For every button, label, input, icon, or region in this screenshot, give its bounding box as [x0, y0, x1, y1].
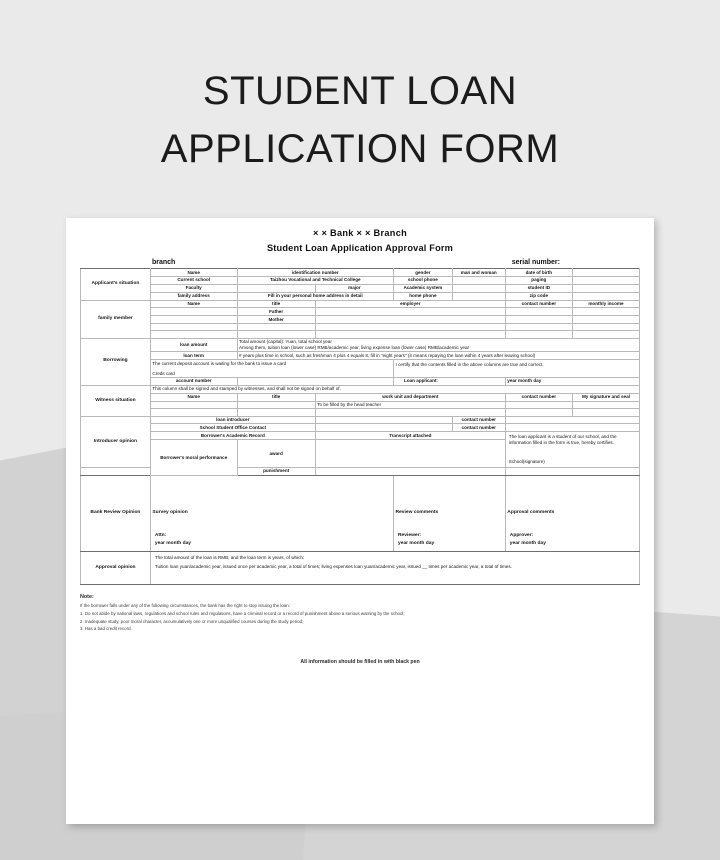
review-comments-footer: [398, 532, 434, 548]
applicant-faculty-value[interactable]: [237, 284, 315, 292]
applicant-studentid-label: student ID: [505, 284, 572, 292]
witness-row-1-signature[interactable]: [572, 409, 639, 416]
family-row-3-employer[interactable]: [315, 331, 505, 338]
section-label-family: family member: [81, 300, 151, 338]
section-label-witness: Witness situation: [81, 385, 151, 416]
table-row: [81, 338, 640, 352]
approver-date-label: year month day: [509, 540, 546, 546]
witness-row-0-contact[interactable]: [505, 401, 572, 409]
loan-amount-description: [237, 338, 639, 352]
survey-attn-label: Attn:: [154, 533, 167, 539]
applicant-address-value[interactable]: Fill in your personal home address in detail: [237, 292, 394, 300]
family-row-2-name[interactable]: [150, 324, 237, 331]
applicant-schoolphone-value[interactable]: [452, 276, 505, 284]
witness-title-header: title: [237, 393, 315, 401]
loan-amount-text-1: Total amount (capital): Yuan, total school year: [239, 339, 332, 344]
table-row: [81, 409, 640, 416]
witness-row-0-name[interactable]: [150, 401, 237, 409]
footer-instruction: All information should be filled in with black pen: [300, 659, 420, 666]
approval-opinion-cell: [150, 551, 639, 584]
loan-application-table: [80, 268, 640, 585]
applicant-name-label: Name: [150, 269, 237, 277]
form-title: Student Loan Application Approval Form: [266, 243, 454, 253]
table-row: [81, 324, 640, 331]
introducer-certify-spacer: [505, 467, 639, 475]
witness-row-1-workunit[interactable]: [315, 409, 505, 416]
approval-line-2: Tuition loan yuan/academic year, issued once per academic year, a total of times; living expenses loan yuan/academic year, issued __ times per academic year, a total of times.: [154, 563, 512, 569]
table-row: [81, 551, 640, 584]
survey-opinion-footer: [155, 532, 191, 548]
witness-name-header: Name: [150, 393, 237, 401]
table-row: [81, 360, 640, 378]
family-name-header: Name: [150, 300, 237, 308]
family-income-header: monthly income: [572, 300, 639, 308]
family-row-1-title: Mother: [237, 316, 315, 324]
table-row: [81, 284, 640, 292]
family-row-3-name[interactable]: [150, 331, 237, 338]
introducer-certify-text: The loan applicant is a student of our school, and the information filled in the form is true, hereby certifies.: [508, 434, 617, 446]
table-row: [81, 416, 640, 424]
table-row: [81, 292, 640, 300]
table-row: [81, 316, 640, 324]
certify-cell: [394, 360, 640, 378]
applicant-id-label: identification number: [237, 269, 394, 277]
family-row-2-contact[interactable]: [505, 324, 572, 331]
loan-amount-text-2: Among them, tuition loan (lower case) RMB/academic year, living expense loan (lower case) RMB/academic year: [239, 344, 470, 350]
table-row: [81, 432, 640, 440]
school-office-value[interactable]: [315, 424, 452, 432]
witness-row-0-signature[interactable]: [572, 401, 639, 409]
applicant-zipcode-label: zip code: [505, 292, 572, 300]
branch-label: branch: [152, 259, 176, 266]
family-row-0-title: Father: [237, 308, 315, 316]
table-row: [81, 308, 640, 316]
loan-introducer-contact-label: contact number: [452, 416, 505, 424]
account-number-label: account number: [150, 377, 237, 385]
transcript-attached-label: Transcript attached: [315, 432, 505, 440]
approval-line-1: The total amount of the loan is RMB, and the loan term is years, of which:: [154, 554, 305, 560]
page-title: [0, 62, 720, 178]
witness-notice-text: This column shall be signed and stamped by witnesses, and shall not be signed on behalf of.: [150, 385, 639, 393]
section-label-borrowing: Borrowing: [81, 338, 151, 385]
family-contact-header: contact number: [505, 300, 572, 308]
note-item-2: 2. Inadequate study, poor moral character, accumulatively one or more unqualified courses during the study period;: [80, 618, 304, 624]
credit-card-label: Credit card: [152, 370, 175, 376]
school-office-contact-value[interactable]: [505, 424, 639, 432]
loan-term-description: # years plus time in school, such as freshman 4 plus 4 equals 8, fill in "eight years" (it means repaying the loan within 4 years after leaving school): [237, 352, 639, 360]
applicant-zipcode-value[interactable]: [572, 292, 639, 300]
moral-performance-label: Borrower's moral performance: [150, 440, 237, 476]
family-row-3-income[interactable]: [572, 331, 639, 338]
witness-workunit-header: work unit and department: [315, 393, 505, 401]
witness-signature-header: My signature and seal: [572, 393, 639, 401]
witness-row-0-workunit[interactable]: To be filled by the head teacher: [315, 401, 505, 409]
borrower-certify-text: I certify that the contents filled in the above columns are true and correct.: [395, 362, 544, 368]
section-label-approval: Approval opinion: [81, 551, 151, 584]
approval-comments-label: Approval comments: [507, 510, 555, 516]
approval-comments-cell[interactable]: [505, 475, 639, 551]
loan-introducer-value[interactable]: [315, 416, 452, 424]
witness-contact-header: contact number: [505, 393, 572, 401]
form-meta-row: [80, 259, 640, 268]
applicant-homephone-value[interactable]: [452, 292, 505, 300]
family-row-0-name[interactable]: [150, 308, 237, 316]
section-label-introducer: Introducer opinion: [81, 416, 151, 467]
applicant-gender-value[interactable]: man and woman: [452, 269, 505, 277]
note-block: [80, 594, 640, 633]
loan-applicant-date-label: year month day: [505, 377, 639, 385]
applicant-dob-label: date of birth: [505, 269, 572, 277]
table-row: [81, 475, 640, 551]
table-row: [81, 300, 640, 308]
award-label: award: [237, 440, 315, 468]
applicant-paging-value[interactable]: [572, 276, 639, 284]
table-row: [81, 269, 640, 277]
applicant-address-label: family address: [150, 292, 237, 300]
applicant-school-value[interactable]: Taizhou Vocational and Technical College: [237, 276, 394, 284]
witness-row-1-title[interactable]: [237, 409, 315, 416]
note-title: Note:: [80, 593, 94, 600]
family-row-2-title[interactable]: [237, 324, 315, 331]
review-comments-cell[interactable]: [394, 475, 506, 551]
deposit-account-text: The current deposit account is waiting for the bank to issue a card: [152, 360, 287, 366]
family-row-0-contact[interactable]: [505, 308, 572, 316]
table-row: [81, 401, 640, 409]
survey-date-label: year month day: [154, 540, 192, 546]
award-value[interactable]: [315, 440, 505, 468]
school-office-contact-label: School Student Office Contact: [150, 424, 315, 432]
approval-comments-footer: [510, 532, 546, 548]
family-row-1-income[interactable]: [572, 316, 639, 324]
loan-introducer-label: loan introducer: [150, 416, 315, 424]
table-row: [81, 377, 640, 385]
punishment-label: punishment: [237, 467, 315, 475]
page-title-line-2: APPLICATION FORM: [160, 127, 560, 171]
bank-branch-line: × × Bank × × Branch: [312, 228, 408, 238]
family-row-1-contact[interactable]: [505, 316, 572, 324]
account-number-value[interactable]: [237, 377, 394, 385]
note-item-1: 1. Do not abide by national laws, regulations and school rules and regulations, have a criminal record or a record of punishment above a serious warning by the school;: [80, 611, 405, 617]
applicant-academicsystem-value[interactable]: [452, 284, 505, 292]
note-intro: If the borrower falls under any of the following circumstances, the bank has the right to stop issuing the loan:: [80, 603, 290, 609]
witness-row-0-title[interactable]: [237, 401, 315, 409]
table-row: [81, 352, 640, 360]
note-item-3: 3. Has a bad credit record.: [80, 626, 132, 632]
form-document-card: [66, 218, 654, 824]
applicant-homephone-label: home phone: [394, 292, 453, 300]
survey-opinion-cell[interactable]: [150, 475, 393, 551]
family-row-2-employer[interactable]: [315, 324, 505, 331]
applicant-studentid-value[interactable]: [572, 284, 639, 292]
survey-opinion-label: Survey opinion: [152, 510, 188, 516]
punishment-value[interactable]: [315, 467, 505, 475]
reviewer-date-label: year month day: [398, 540, 435, 546]
applicant-paging-label: paging: [505, 276, 572, 284]
family-row-1-employer[interactable]: [315, 316, 505, 324]
reviewer-label: Reviewer:: [398, 533, 422, 539]
family-row-2-income[interactable]: [572, 324, 639, 331]
witness-row-1-name[interactable]: [150, 409, 237, 416]
section-label-introducer-spacer: [81, 467, 151, 475]
document-header: [80, 228, 640, 253]
review-comments-label: Review comments: [395, 510, 439, 516]
applicant-dob-value[interactable]: [572, 269, 639, 277]
table-row: [81, 393, 640, 401]
page-title-line-1: STUDENT LOAN: [202, 69, 518, 113]
table-row: [81, 276, 640, 284]
loan-amount-label: loan amount: [150, 338, 237, 352]
school-office-contact-number-label: contact number: [452, 424, 505, 432]
section-label-bank-review: Bank Review Opinion: [81, 475, 151, 551]
loan-term-label: loan term: [150, 352, 237, 360]
witness-row-1-contact[interactable]: [505, 409, 572, 416]
loan-applicant-signature-label: Loan applicant:: [394, 377, 506, 385]
section-label-applicant: Applicant's situation: [81, 269, 151, 301]
introducer-certify-cell: [505, 432, 639, 468]
applicant-gender-label: gender: [394, 269, 453, 277]
table-row: [81, 331, 640, 338]
serial-number-label: serial number:: [511, 259, 560, 266]
family-row-3-title[interactable]: [237, 331, 315, 338]
applicant-academicsystem-label: Academic system: [394, 284, 453, 292]
family-row-1-name[interactable]: [150, 316, 237, 324]
applicant-major-label: major: [315, 284, 393, 292]
applicant-school-label: Current school: [150, 276, 237, 284]
family-row-0-employer[interactable]: [315, 308, 505, 316]
deposit-account-cell: [150, 360, 393, 378]
applicant-schoolphone-label: school phone: [394, 276, 453, 284]
family-employer-header: employer: [315, 300, 505, 308]
family-row-0-income[interactable]: [572, 308, 639, 316]
table-row: [81, 385, 640, 393]
academic-record-label: Borrower's Academic Record: [150, 432, 315, 440]
table-row: [81, 424, 640, 432]
family-row-3-contact[interactable]: [505, 331, 572, 338]
loan-introducer-contact-value[interactable]: [505, 416, 639, 424]
applicant-faculty-label: Faculty: [150, 284, 237, 292]
family-title-header: title: [237, 300, 315, 308]
school-signature-label: School(signature): [508, 459, 545, 465]
approver-label: Approver:: [509, 533, 534, 539]
